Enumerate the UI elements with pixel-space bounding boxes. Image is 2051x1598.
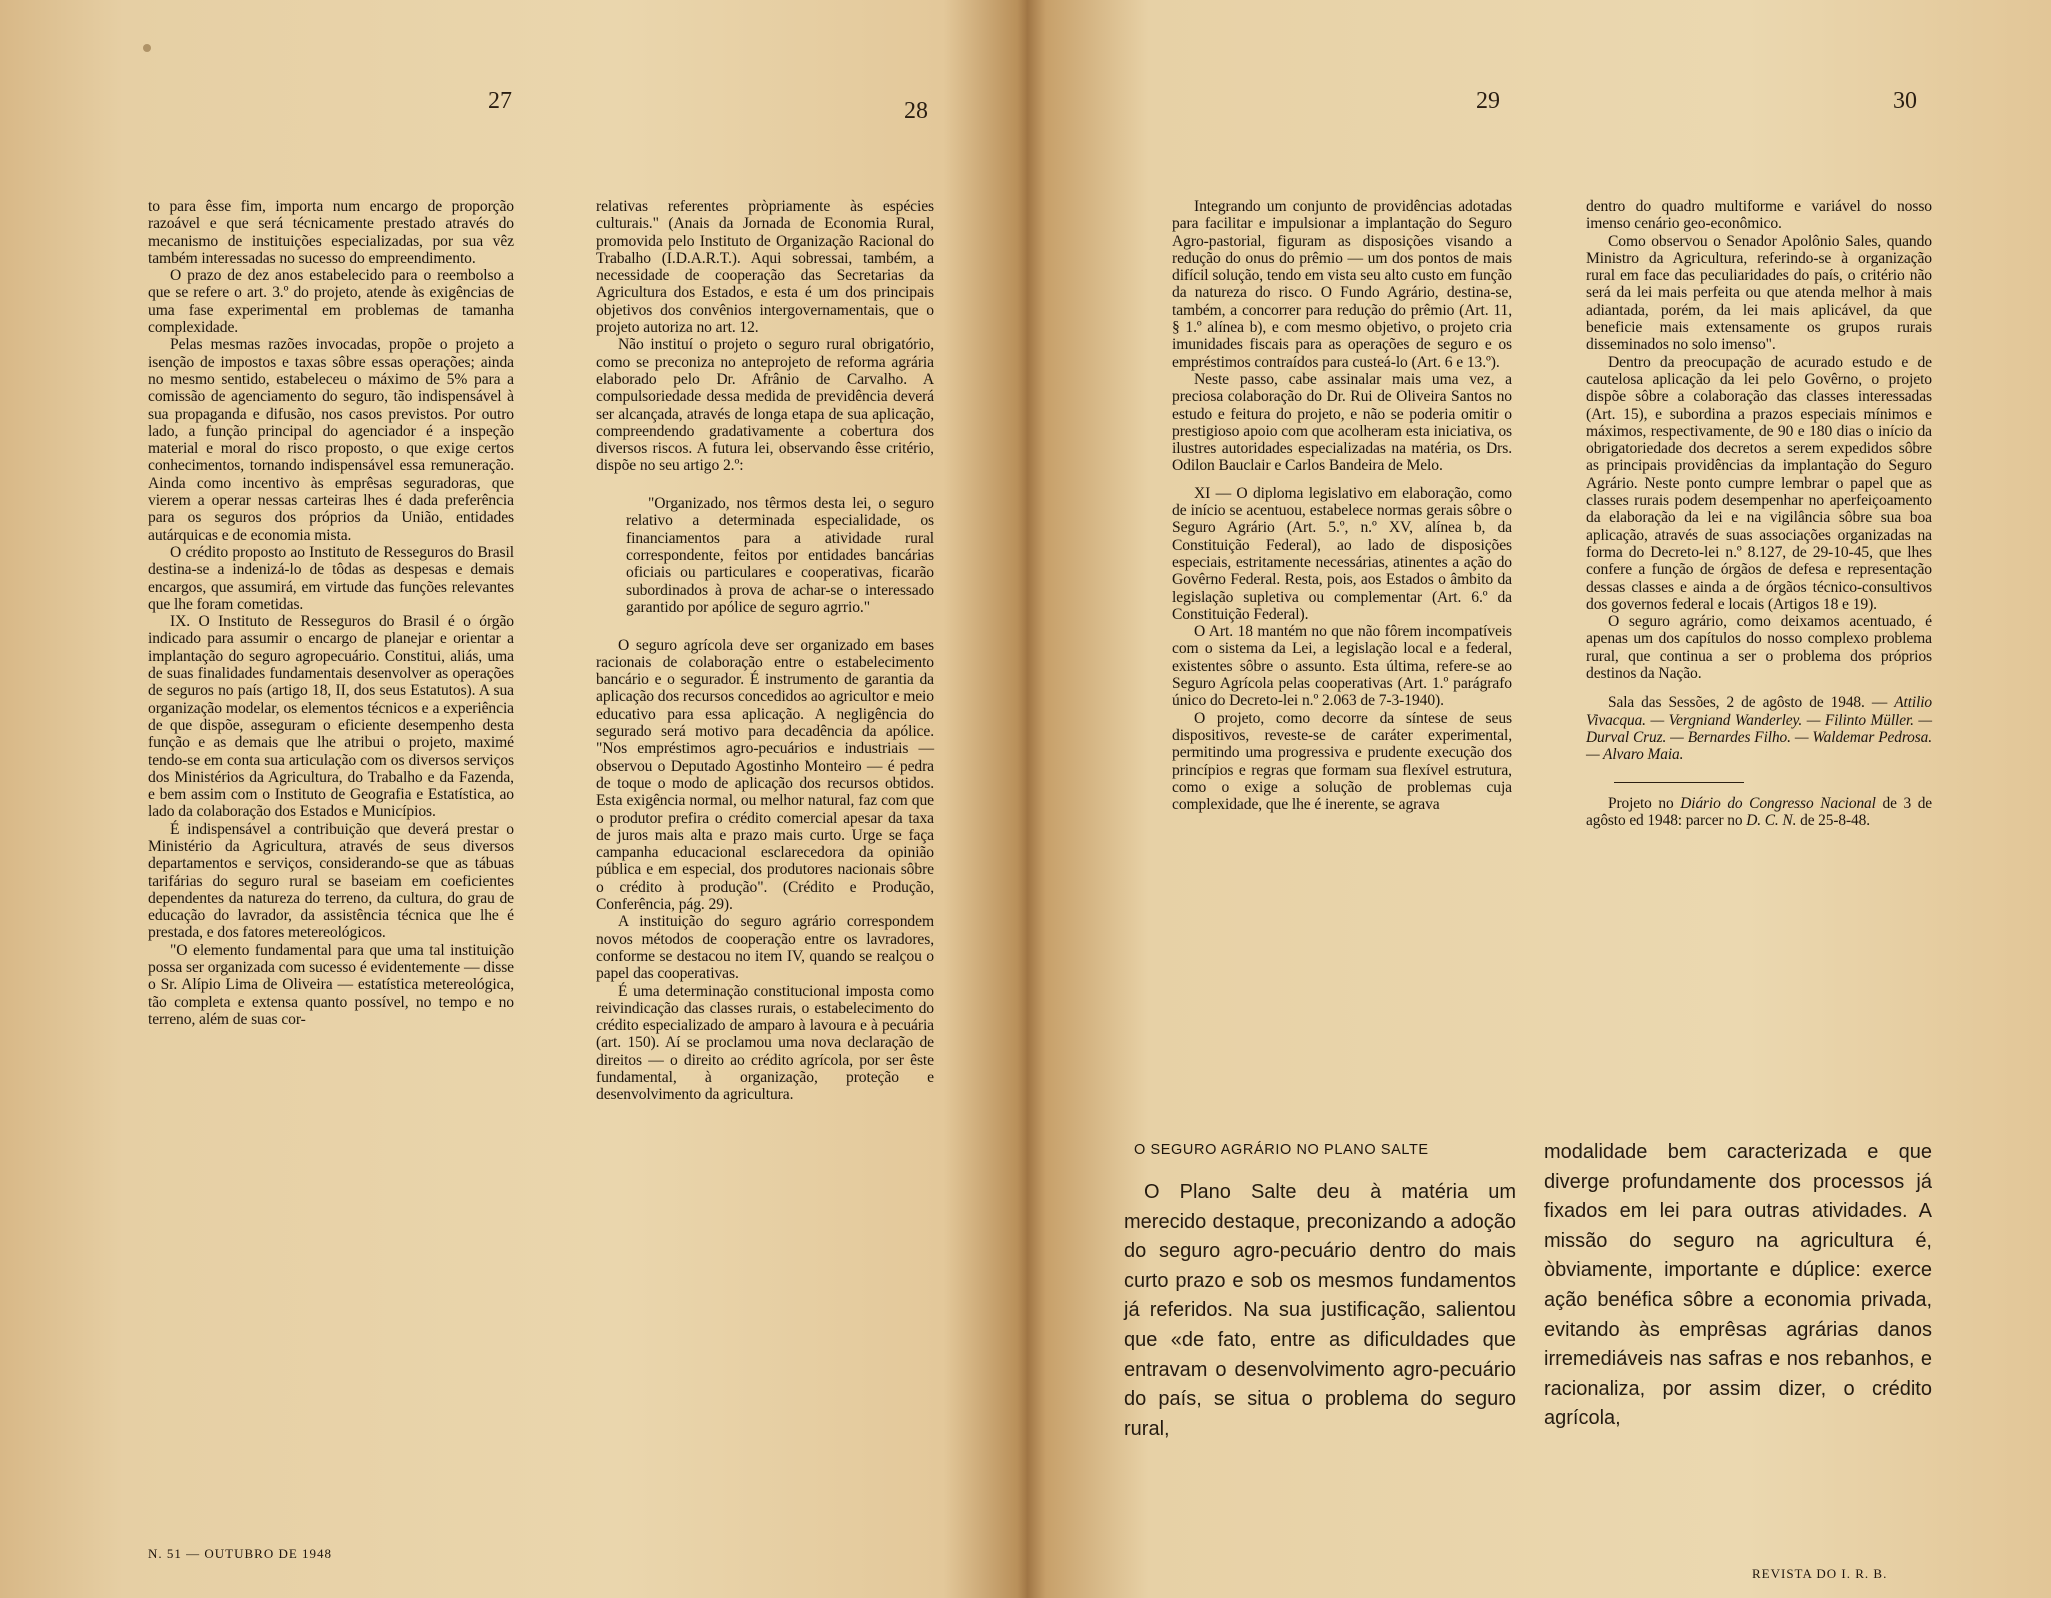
page-27-column bbox=[148, 198, 514, 1028]
page-number-29: 29 bbox=[1476, 88, 1500, 114]
note-journal-abbrev: D. C. N. bbox=[1746, 811, 1797, 829]
paragraph: O crédito proposto ao Instituto de Resseguros do Brasil destina-se a indenizá-lo de tôdas as despesas e demais encargos, que assumirá, em virtude das funções relevantes que lhe foram cometidas. bbox=[148, 543, 514, 613]
divider-rule bbox=[1614, 782, 1744, 783]
footer-journal: REVISTA DO I. R. B. bbox=[1752, 1566, 1888, 1581]
paragraph: O Plano Salte deu à matéria um merecido destaque, preconizando a adoção do seguro agro-pecuário dentro do mais curto prazo e sob os mesmos fundamentos já referidos. Na sua justificação, salientou que «de fato, entre as dificuldades que entravam o desenvolvimento agro-pecuário do país, se situa o problema do seguro rural, bbox=[1124, 1181, 1516, 1440]
page-30-column bbox=[1586, 198, 1932, 829]
article-right-column bbox=[1544, 1138, 1932, 1434]
page-number-28: 28 bbox=[904, 98, 928, 124]
page-number-27: 27 bbox=[488, 88, 512, 114]
paragraph: O seguro agrícola deve ser organizado em bases racionais de colaboração entre o estabelecimento bancário e o segurador. É instrumento de garantia da aplicação dos recursos concedidos ao agricultor e meio educativo para essa aplicação. A negligência do segurado será motivo para decadência da apólice. "Nos empréstimos agro-pecuários e industriais — observou o Deputado Agostinho Monteiro — é pedra de toque o modo de aplicação dos recursos obtidos. Esta exigência normal, ou melhor natural, faz com que o produtor prefira o crédito comercial apesar da taxa de juros mais alta e prazo mais curto. Urge se faça campanha educacional esclarecedora da opinião pública e em especial, dos produtores nacionais sôbre o crédito à produção". (Crédito e Produção, Conferência, pág. 29). bbox=[596, 636, 934, 914]
note-text: de 3 de agôsto ed 1948: parcer no bbox=[1586, 794, 1933, 829]
page-number-30: 30 bbox=[1893, 88, 1917, 114]
paragraph: O Art. 18 mantém no que não fôrem incompatíveis com o sistema da Lei, a legislação local e a federal, existentes sôbre o assunto. Esta última, refere-se ao Seguro Agrícola pelas cooperativas (Art. 1.º parágrafo único do Decreto-lei n.º 2.063 de 7-3-1940). bbox=[1172, 623, 1512, 710]
paragraph: Pelas mesmas razões invocadas, propõe o projeto a isenção de impostos e taxas sôbre essas operações; ainda no mesmo sentido, estabeleceu o máximo de 5% para a comissão de agenciamento do seguro, tão indispensável à sua propaganda e difusão, nos casos previstos. Por outro lado, a função principal do agenciador é a inspeção material e moral do risco proposto, o que exige certos conhecimentos, tornando indispensável essa remuneração. Ainda como incentivo às emprêsas seguradoras, que vierem a operar nessas carteiras lhes é dada preferência para os seguros dos próprios da União, entidades autárquicas e de economia mista. bbox=[148, 336, 514, 544]
footer-issue: N. 51 — OUTUBRO DE 1948 bbox=[148, 1546, 333, 1561]
article-heading: O SEGURO AGRÁRIO NO PLANO SALTE bbox=[1134, 1142, 1429, 1158]
paragraph: IX. O Instituto de Resseguros do Brasil é o órgão indicado para assumir o encargo de planejar e orientar a implantação do seguro agropecuário. Constitui, aliás, uma de suas finalidades fundamentais desenvolver as operações de seguros no país (artigo 18, II, dos seus Estatutos). A sua organização modelar, os elementos técnicos e a experiência de que dispõe, asseguram o eficiente desempenho desta função e as demais que lhe atribui o projeto, maximé tendo-se em conta sua articulação com os diversos serviços dos Ministérios da Agricultura, do Trabalho e da Fazenda, e bem assim com o Instituto de Geografia e Estatística, ao lado da colaboração dos Estados e Municípios. bbox=[148, 613, 514, 821]
page-28-column bbox=[596, 198, 934, 1104]
page-29-column bbox=[1172, 198, 1512, 813]
paragraph: dentro do quadro multiforme e variável do nosso imenso cenário geo-econômico. bbox=[1586, 198, 1932, 233]
signatory-names: Attilio Vivacqua. — Vergniand Wanderley. — Filinto Müller. — Durval Cruz. — Bernardes Filho. — Waldemar Pedrosa. — Alvaro Maia. bbox=[1586, 694, 1933, 764]
signatures bbox=[1586, 694, 1932, 763]
paragraph: É indispensável a contribuição que deverá prestar o Ministério da Agricultura, através de seus diversos departamentos e serviços, considerando-se que as tábuas tarifárias do seguro rural se baseiam em coeficientes dependentes da natureza do terreno, da cultura, do grau de educação do lavrador, da assistência técnica que lhe é prestada, e dos fatores metereológicos. bbox=[148, 820, 514, 942]
paragraph: to para êsse fim, importa num encargo de proporção razoável e que será técnicamente prestado através do mecanismo de instituições especializadas, por sua vêz também interessadas no sucesso do empreendimento. bbox=[148, 198, 514, 267]
paragraph: É uma determinação constitucional imposta como reivindicação das classes rurais, o estabelecimento do crédito especializado de amparo à lavoura e à pecuária (art. 150). Aí se proclamou uma nova declaração de direitos — o direito ao crédito agrícola, por ser êste fundamental, à organização, proteção e desenvolvimento da agricultura. bbox=[596, 982, 934, 1104]
paragraph: Como observou o Senador Apolônio Sales, quando Ministro da Agricultura, referindo-se à organização rural em face das peculiaridades do país, o critério não será da lei mais perfeita ou que atenda melhor à mais adiantada, porém, da lei mais aplicável, da que beneficie mais extensamente os grupos rurais disseminados no solo imenso". bbox=[1586, 232, 1932, 354]
paragraph: relativas referentes pròpriamente às espécies culturais." (Anais da Jornada de Economia Rural, promovida pelo Instituto de Organização Racional do Trabalho (I.D.A.R.T.). Aqui sobressai, também, a necessidade de cooperação das Secretarias da Agricultura dos Estados, e esta é um dos principais objetivos dos convênios intergovernamentais, que o projeto autoriza no art. 12. bbox=[596, 198, 934, 337]
quoted-article: "Organizado, nos têrmos desta lei, o seguro relativo a determinada especialidade, os financiamentos para a atividade rural correspondente, feitos por entidades bancárias oficiais ou particulares e cooperativas, ficarão subordinados à prova de achar-se o interessado garantido por apólice de seguro agrrio." bbox=[626, 494, 934, 617]
paragraph: Dentro da preocupação de acurado estudo e de cautelosa aplicação da lei pelo Govêrno, o projeto dispõe sôbre a colaboração das classes interessadas (Art. 15), e subordina a prazos especiais mínimos e máximos, respectivamente, de 90 e 180 dias o início da obrigatoriedade dos decretos a serem expedidos sôbre as principais providências da implantação do Seguro Agrário. Neste ponto cumpre lembrar o papel que as classes rurais podem desempenhar no aperfeiçoamento da elaboração da lei e na vigilância sôbre sua boa aplicação, através de suas associações organizadas na forma do Decreto-lei n.º 8.127, de 29-10-45, que lhes confere a função de órgãos de defesa e representação dessas classes e ainda a de órgãos técnico-consultivos dos governos federal e locais (Artigos 18 e 19). bbox=[1586, 353, 1932, 613]
paragraph: Neste passo, cabe assinalar mais uma vez, a preciosa colaboração do Dr. Rui de Oliveira Santos no estudo e feitura do projeto, e não se poderia omitir o prestigioso apoio com que acolheram esta iniciativa, os ilustres autoridades especializadas na matéria, os Drs. Odilon Bauclair e Carlos Bandeira de Melo. bbox=[1172, 370, 1512, 475]
paragraph: O prazo de dez anos estabelecido para o reembolso a que se refere o art. 3.º do projeto, atende às exigências de uma fase experimental em problemas de tamanha complexidade. bbox=[148, 267, 514, 337]
paragraph: Integrando um conjunto de providências adotadas para facilitar e impulsionar a implantação do Seguro Agro-pastorial, figuram as disposições visando a redução do onus do prêmio — um dos pontos de mais difícil solução, tendo em vista seu alto custo em função da natureza do risco. O Fundo Agrário, destina-se, também, a concorrer para redução do prêmio (Art. 11, § 1.º alínea b), e com mesmo objetivo, o projeto cria imunidades fiscais para as operações de seguro e os empréstimos contraídos para custeá-lo (Art. 6 e 13.º). bbox=[1172, 198, 1512, 371]
article-left-column bbox=[1124, 1178, 1516, 1444]
paper-speck bbox=[143, 44, 151, 52]
note-text: Projeto no bbox=[1608, 794, 1674, 812]
paragraph: A instituição do seguro agrário correspondem novos métodos de cooperação entre os lavradores, conforme se destacou no item IV, quando se realçou o papel das cooperativas. bbox=[596, 913, 934, 983]
paragraph: Não instituí o projeto o seguro rural obrigatório, como se preconiza no anteprojeto de reforma agrária elaborado pelo Dr. Afrânio de Carvalho. A compulsoriedade dessa medida de previdência deverá ser alcançada, através de longa etapa de sua aplicação, compreendendo gradativamente a cobertura dos diversos riscos. A futura lei, observando êsse critério, dispõe no seu artigo 2.º: bbox=[596, 336, 934, 475]
note-text: de 25-8-48. bbox=[1800, 811, 1870, 829]
paragraph: O seguro agrário, como deixamos acentuado, é apenas um dos capítulos do nosso complexo problema rural, que continua a ser o problema dos próprios destinos da Nação. bbox=[1586, 613, 1932, 683]
session-date: Sala das Sessões, 2 de agôsto de 1948. — bbox=[1608, 694, 1888, 712]
publication-note bbox=[1586, 795, 1932, 830]
paragraph: O projeto, como decorre da síntese de seus dispositivos, reveste-se de caráter experimental, permitindo uma progressiva e prudente execução dos princípios e regras que formam sua flexível estrutura, como o exige a solução de problemas cuja complexidade, que lhe é inerente, se agrava bbox=[1172, 709, 1512, 814]
note-journal: Diário do Congresso Nacional bbox=[1680, 794, 1876, 812]
paragraph: modalidade bem caracterizada e que diverge profundamente dos processos já fixados em lei para outras atividades. A missão do seguro na agricultura é, òbviamente, importante e dúplice: exerce ação benéfica sôbre a economia privada, evitando às emprêsas agrárias danos irremediáveis nas safras e nos rebanhos, e racionaliza, por assim dizer, o crédito agrícola, bbox=[1544, 1141, 1932, 1430]
paragraph: "O elemento fundamental para que uma tal instituição possa ser organizada com sucesso é evidentemente — disse o Sr. Alípio Lima de Oliveira — estatística metereológica, tão completa e extensa quanto possível, no tempo e no terreno, além de suas cor- bbox=[148, 941, 514, 1028]
paragraph: XI — O diploma legislativo em elaboração, como de início se acentuou, estabelece normas gerais sôbre o Seguro Agrário (Art. 5.º, n.º XV, alínea b, da Constituição Federal), ao lado de disposições especiais, estritamente necessárias, atinentes a ação do Govêrno Federal. Resta, pois, aos Estados o âmbito da legislação supletiva ou complementar (Art. 6.º da Constituição Federal). bbox=[1172, 484, 1512, 623]
